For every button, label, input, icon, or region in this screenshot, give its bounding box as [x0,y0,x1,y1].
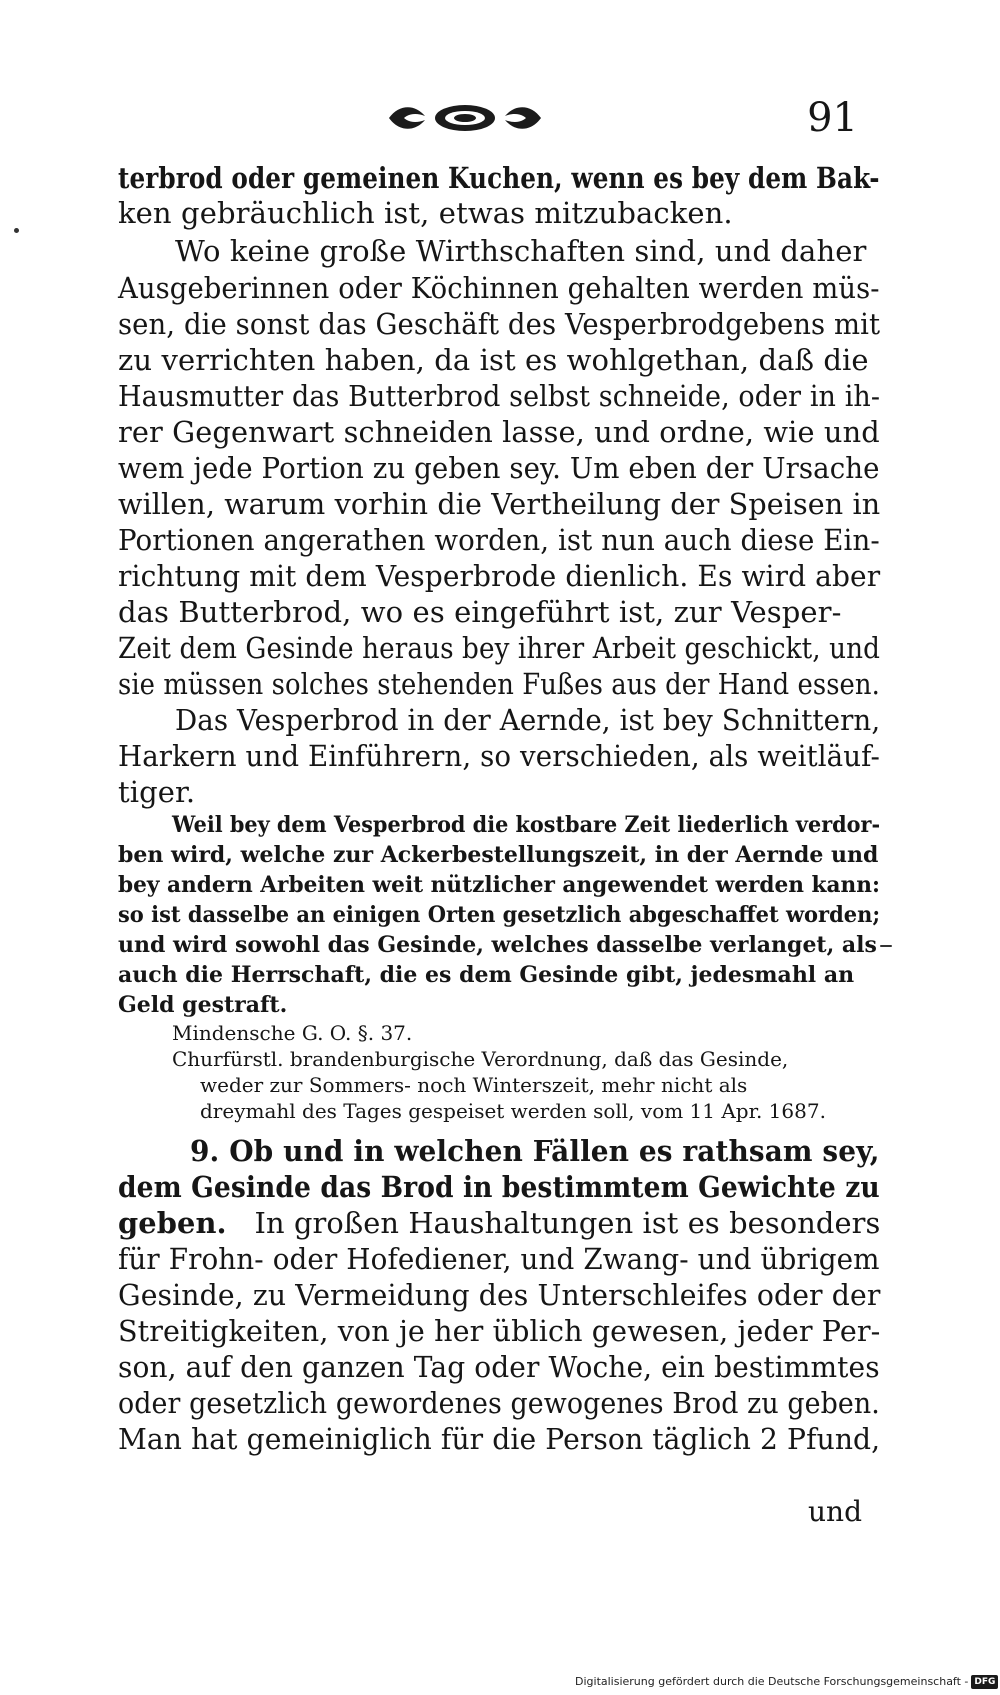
body-line: Das Vesperbrod in der Aernde, ist bey Schnittern, [175,703,881,737]
scan-speck [880,945,892,947]
digitization-credit-text: Digitalisierung gefördert durch die Deutsche Forschungsgemeinschaft - [575,1675,969,1688]
body-line: Harkern und Einführern, so verschieden, als weitläuf- [118,739,880,773]
body-line: richtung mit dem Vesperbrode dienlich. Es wird aber [118,559,881,593]
body-line: willen, warum vorhin die Vertheilung der Speisen in [118,487,881,521]
dfg-logo: DFG [971,1675,998,1689]
digitization-credit [575,1675,998,1689]
section-line: für Frohn- oder Hofediener, und Zwang- und übrigem [118,1242,880,1276]
body-line: ken gebräuchlich ist, etwas mitzubacken. [118,196,733,230]
note-line: bey andern Arbeiten weit nützlicher angewendet werden kann: [118,872,880,898]
section-line: son, auf den ganzen Tag oder Woche, ein bestimmtes [118,1350,880,1384]
body-line: Wo keine große Wirthschaften sind, und daher [175,234,867,268]
body-line: Ausgeberinnen oder Köchinnen gehalten werden müs- [118,271,880,305]
section-line [118,1205,880,1241]
citation-line: weder zur Sommers- noch Winterszeit, mehr nicht als [200,1073,748,1097]
printers-ornament-icon [385,100,545,136]
section-heading-line: 9. Ob und in welchen Fällen es rathsam sey, [190,1134,880,1168]
section-line: Streitigkeiten, von je her üblich gewesen, jeder Per- [118,1314,881,1348]
citation-line: dreymahl des Tages gespeiset werden soll, vom 11 Apr. 1687. [200,1099,826,1123]
body-line: sie müssen solches stehenden Fußes aus der Hand essen. [118,667,880,701]
body-line: Zeit dem Gesinde heraus bey ihrer Arbeit geschickt, und [118,631,880,665]
section-heading-end: geben. [118,1206,227,1240]
scan-speck [14,228,19,233]
body-line: Portionen angerathen worden, ist nun auch diese Ein- [118,523,880,557]
section-line: Man hat gemeiniglich für die Person täglich 2 Pfund, [118,1422,881,1456]
note-line: so ist dasselbe an einigen Orten gesetzlich abgeschaffet worden; [118,902,881,928]
section-text-start: In großen Haushaltungen ist es besonders [254,1206,881,1240]
note-line: und wird sowohl das Gesinde, welches dasselbe verlanget, als [118,932,877,958]
body-line: rer Gegenwart schneiden lasse, und ordne, wie und [118,415,880,449]
citation-line: Churfürstl. brandenburgische Verordnung, daß das Gesinde, [172,1047,789,1071]
section-heading-line: dem Gesinde das Brod in bestimmtem Gewichte zu [118,1170,880,1204]
note-line: ben wird, welche zur Ackerbestellungszeit, in der Aernde und [118,842,879,868]
body-line: tiger. [118,775,196,809]
note-line: auch die Herrschaft, die es dem Gesinde gibt, jedesmahl an [118,962,855,988]
body-line: Hausmutter das Butterbrod selbst schneide, oder in ih- [118,379,881,413]
page-number: 91 [807,95,858,141]
body-line: zu verrichten haben, da ist es wohlgethan, daß die [118,343,869,377]
note-line: Geld gestraft. [118,992,288,1018]
section-line: oder gesetzlich gewordenes gewogenes Brod zu geben. [118,1386,880,1420]
body-line: wem jede Portion zu geben sey. Um eben der Ursache [118,451,880,485]
body-line: terbrod oder gemeinen Kuchen, wenn es bey dem Bak- [118,161,880,195]
catchword: und [808,1495,862,1528]
section-line: Gesinde, zu Vermeidung des Unterschleifes oder der [118,1278,881,1312]
body-line: sen, die sonst das Geschäft des Vesperbrodgebens mit [118,307,881,341]
body-line: das Butterbrod, wo es eingeführt ist, zur Vesper- [118,595,842,629]
note-line: Weil bey dem Vesperbrod die kostbare Zeit liederlich verdor- [172,812,881,838]
citation-line: Mindensche G. O. §. 37. [172,1021,413,1045]
